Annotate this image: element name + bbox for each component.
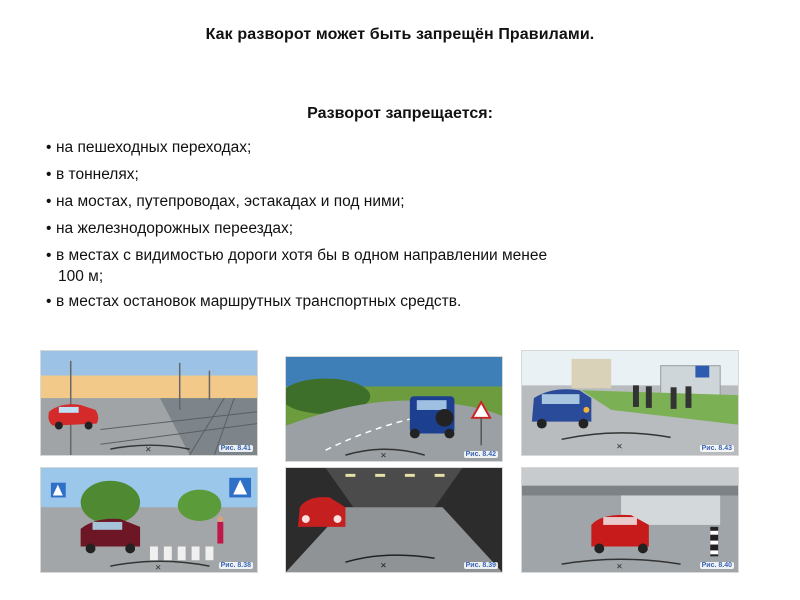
list-item — [46, 134, 726, 161]
slide-title: Как разворот может быть запрещён Правилами. — [205, 26, 595, 43]
figure-label: Рис. 8.42 — [465, 451, 496, 458]
list-item-text: на железнодорожных переездах; — [56, 220, 294, 237]
list-item-text: в местах с видимостью дороги хотя бы в одном направлении менее — [56, 247, 548, 264]
limited-visibility-illustration — [286, 357, 502, 461]
list-item-continuation: 100 м; — [58, 268, 104, 285]
svg-text:✕: ✕ — [616, 562, 623, 572]
tunnel-illustration — [286, 468, 502, 572]
list-heading: Разворот запрещается: — [307, 105, 493, 122]
under-bridge-illustration — [522, 468, 738, 572]
pedestrian-crossing-illustration — [41, 468, 257, 572]
svg-text:✕: ✕ — [616, 442, 623, 452]
figure-under-bridge — [521, 467, 739, 573]
list-item-text: на пешеходных переходах; — [56, 139, 252, 156]
list-item — [46, 242, 726, 288]
svg-text:✕: ✕ — [380, 451, 387, 461]
list-item — [46, 288, 726, 315]
list-item-text: на мостах, путепроводах, эстакадах и под ними; — [56, 193, 405, 210]
figure-limited-visibility — [285, 356, 503, 462]
list-item — [46, 188, 726, 215]
figure-label: Рис. 8.43 — [701, 445, 732, 452]
prohibition-list — [46, 134, 726, 315]
figure-label: Рис. 8.39 — [465, 562, 496, 569]
figure-bus-stop — [521, 350, 739, 456]
figure-label: Рис. 8.38 — [220, 562, 251, 569]
bus-stop-illustration — [522, 351, 738, 455]
svg-text:✕: ✕ — [145, 445, 152, 455]
figure-railway-crossing — [40, 350, 258, 456]
figure-label: Рис. 8.40 — [701, 562, 732, 569]
svg-text:✕: ✕ — [154, 563, 162, 572]
list-item-text: в местах остановок маршрутных транспортных средств. — [56, 293, 462, 310]
svg-text:✕: ✕ — [380, 561, 387, 571]
figure-label: Рис. 8.41 — [220, 445, 251, 452]
figure-tunnel — [285, 467, 503, 573]
figure-pedestrian-crossing — [40, 467, 258, 573]
list-item — [46, 161, 726, 188]
railway-crossing-illustration — [41, 351, 257, 455]
list-item-text: в тоннелях; — [56, 166, 139, 183]
list-item — [46, 215, 726, 242]
